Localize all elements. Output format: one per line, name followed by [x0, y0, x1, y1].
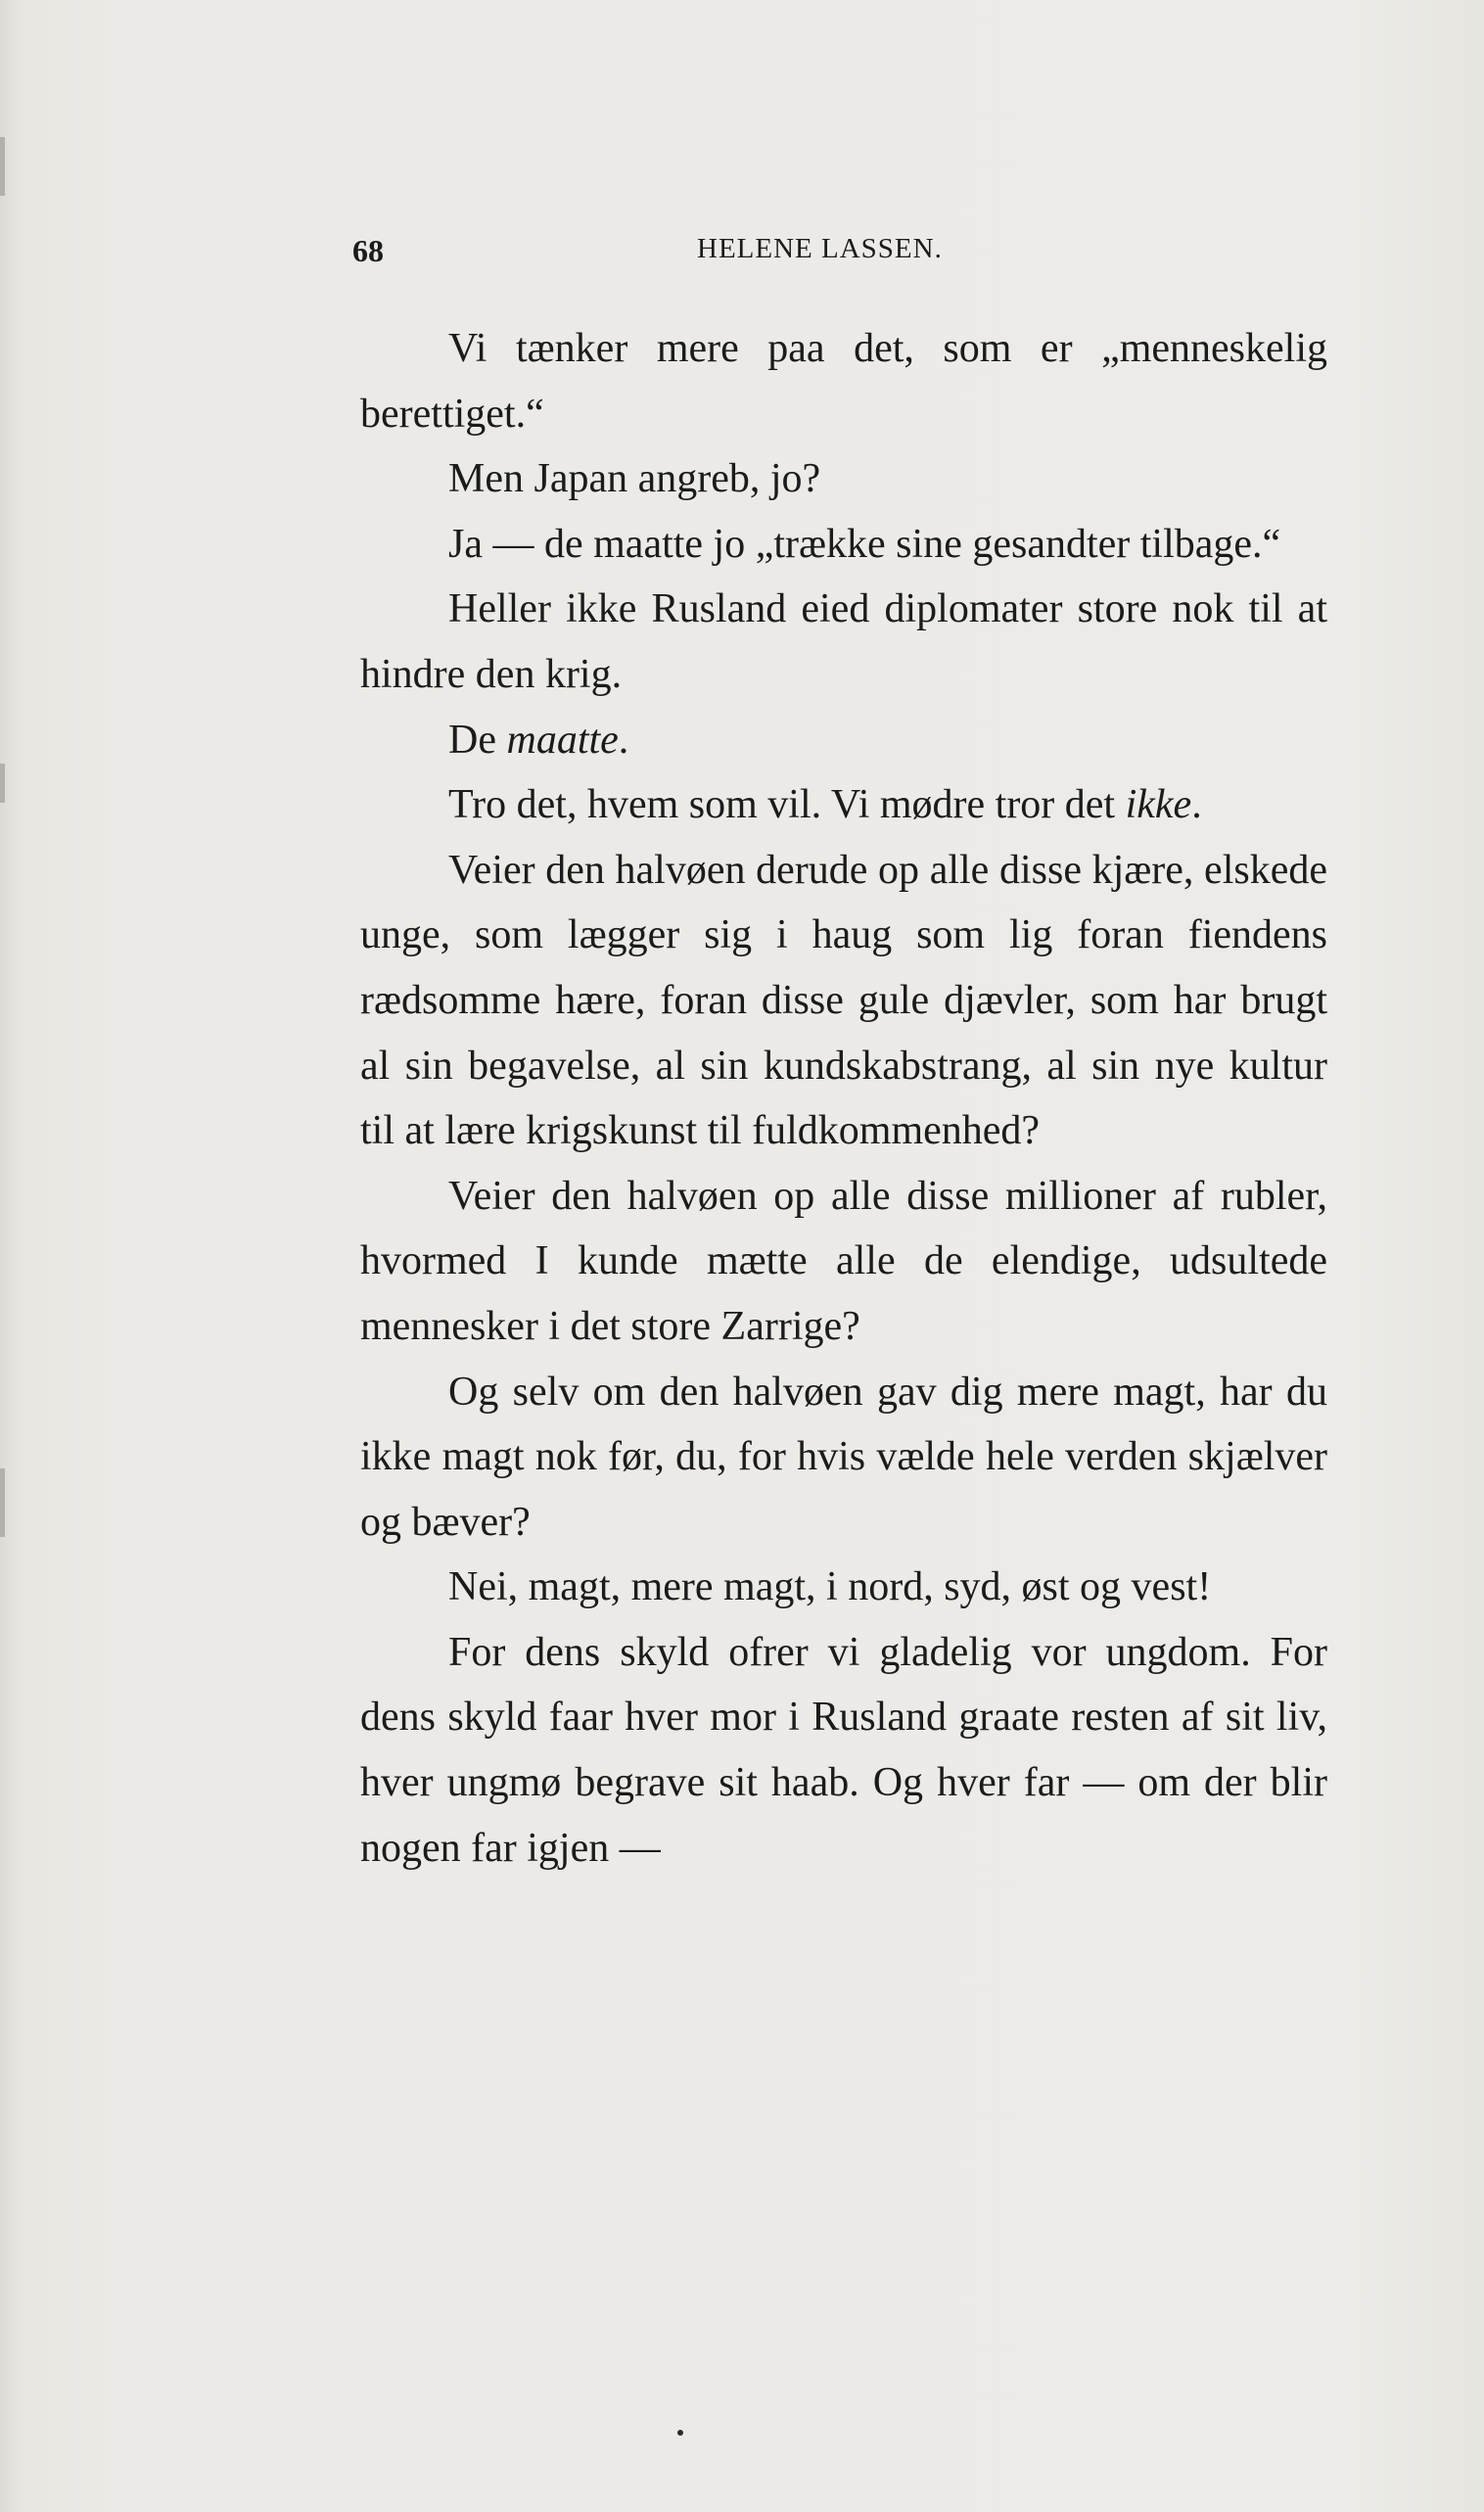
running-head — [352, 233, 1331, 272]
paragraph: Vi tænker mere paa det, som er „menneskelig berettiget.“ — [360, 326, 1327, 437]
scan-edge-mark — [0, 764, 5, 803]
paragraph: Veier den halvøen derude op alle disse kjære, elskede unge, som lægger sig i haug som lig foran fiendens rædsomme hære, foran disse gule djævler, som har brugt al sin begavelse, al sin kundskabstrang, al sin nye kultur til at lære krigskunst til fuldkommenhed? — [360, 847, 1327, 1154]
page-header-title: HELENE LASSEN. — [697, 233, 943, 264]
paragraph: Nei, magt, mere magt, i nord, syd, øst og vest! — [448, 1564, 1212, 1610]
page-number: 68 — [352, 233, 384, 268]
paragraph: Ja — de maatte jo „trække sine gesandter tilbage.“ — [448, 521, 1281, 567]
paragraph: Veier den halvøen op alle disse millioner af rubler, hvormed I kunde mætte alle de elendige, udsultede mennesker i det store Zarrige? — [360, 1173, 1327, 1349]
paragraph: De maatte. — [448, 717, 629, 763]
ink-speck — [677, 2430, 683, 2436]
scan-edge-mark — [0, 1468, 5, 1537]
scan-edge-mark — [0, 137, 5, 196]
emphasis: ikke — [1125, 782, 1192, 828]
paragraph: Tro det, hvem som vil. Vi mødre tror det ikke. — [448, 782, 1202, 828]
emphasis: maatte — [506, 717, 619, 763]
paragraph: Men Japan angreb, jo? — [448, 456, 821, 502]
paragraph: For dens skyld ofrer vi gladelig vor ungdom. For dens skyld faar hver mor i Rusland graate resten af sit liv, hver ungmø begrave sit haab. Og hver far — om der blir nogen far igjen — — [360, 1629, 1327, 1871]
paragraph: Og selv om den halvøen gav dig mere magt, har du ikke magt nok før, du, for hvis vælde hele verden skjælver og bæver? — [360, 1369, 1327, 1545]
paragraph: Heller ikke Rusland eied diplomater store nok til at hindre den krig. — [360, 586, 1327, 697]
body-text — [360, 316, 1327, 1881]
